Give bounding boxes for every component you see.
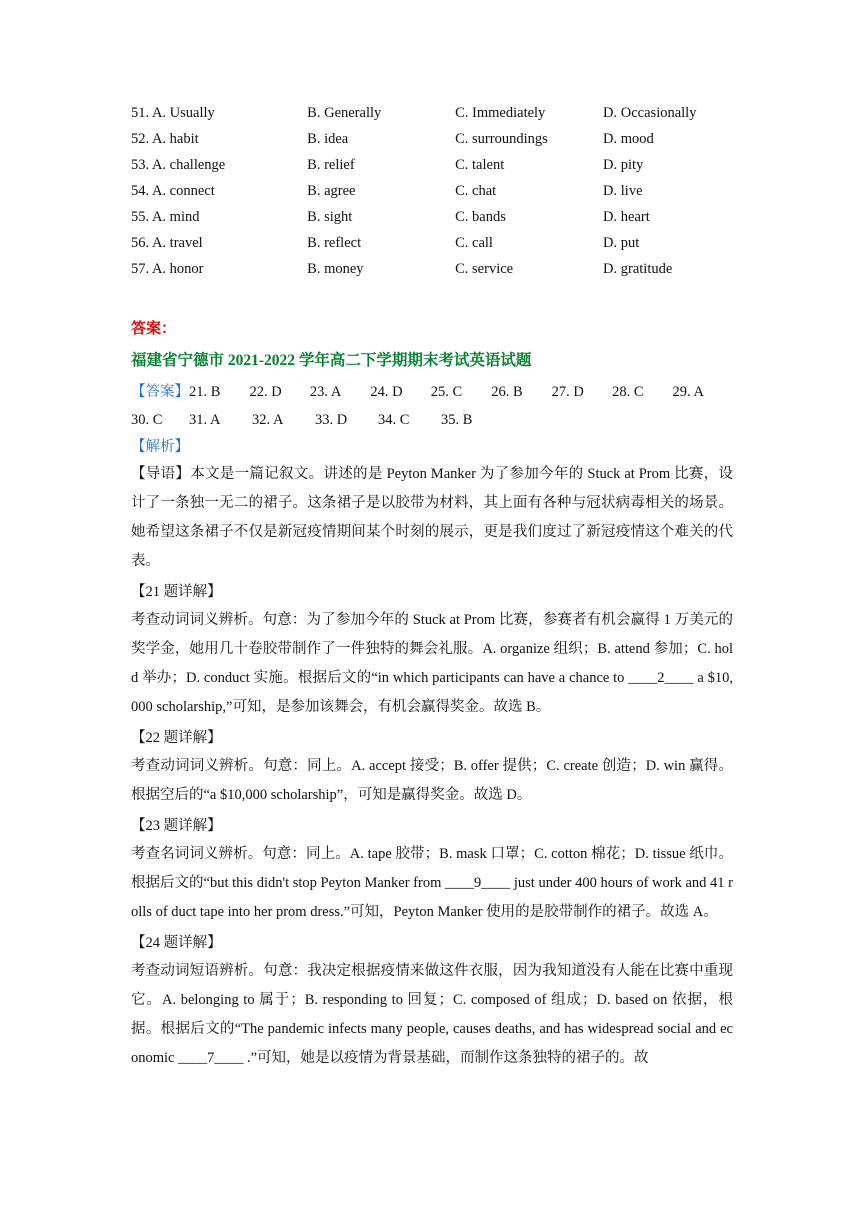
question-explanation: 考查动词短语辨析。句意：我决定根据疫情来做这件衣服，因为我知道没有人能在比赛中重现它。A. belonging to 属于；B. responding to 回复；C. composed of 组成；D. based on 依据，根据。根据后文的“The pandemic infects many people, causes deaths, and has widespread social and economic ____7____ .”可知，她是以疫情为背景基础，而制作这条独特的裙子的。故	[131, 963, 733, 1066]
option-c: C. bands	[455, 209, 506, 225]
option-a: 54. A. connect	[131, 183, 215, 199]
answer-tag: 【答案】	[131, 384, 189, 400]
option-d: D. Occasionally	[603, 105, 697, 121]
option-row	[131, 260, 751, 286]
question-explanation: 考查动词词义辨析。句意：为了参加今年的 Stuck at Prom 比赛，参赛者有机会赢得 1 万美元的奖学金，她用几十卷胶带制作了一件独特的舞会礼服。A. organize 组织；B. attend 参加；C. hold 举办；D. conduct 实施。根据后文的“in which participants can have a chance to ____2____ a $10,000 scholarship,”可知，是参加该舞会，有机会赢得奖金。故选 B。	[131, 612, 733, 715]
option-d: D. live	[603, 183, 643, 199]
answer-item: 21. B	[189, 384, 221, 400]
answer-label: 答案：	[131, 321, 177, 337]
option-d: D. put	[603, 235, 640, 251]
answer-item: 32. A	[252, 412, 284, 428]
option-a: 57. A. honor	[131, 261, 204, 277]
answer-key-row	[131, 378, 733, 406]
analysis-label: 【解析】	[131, 439, 189, 455]
answer-item: 27. D	[551, 384, 584, 400]
answer-item: 33. D	[315, 412, 348, 428]
answer-item: 23. A	[309, 384, 342, 400]
option-row	[131, 234, 751, 260]
option-d: D. mood	[603, 131, 654, 147]
option-d: D. heart	[603, 209, 650, 225]
question-explanation: 考查动词词义辨析。句意：同上。A. accept 接受；B. offer 提供；C. create 创造；D. win 赢得。根据空后的“a $10,000 scholarship”，可知是赢得奖金。故选 D。	[131, 758, 733, 803]
answer-item: 30. C	[131, 412, 163, 428]
option-b: B. reflect	[307, 235, 362, 251]
question-heading: 【22 题详解】	[131, 730, 222, 746]
options-table	[131, 104, 751, 286]
option-b: B. agree	[307, 183, 356, 199]
option-d: D. pity	[603, 157, 644, 173]
option-b: B. idea	[307, 131, 349, 147]
question-heading: 【24 题详解】	[131, 935, 222, 951]
question-heading: 【23 题详解】	[131, 818, 222, 834]
intro-paragraph: 【导语】本文是一篇记叙文。讲述的是 Peyton Manker 为了参加今年的 Stuck at Prom 比赛，设计了一条独一无二的裙子。这条裙子是以胶带为材料，其上面有各种与冠状病毒相关的场景。她希望这条裙子不仅是新冠疫情期间某个时刻的展示，更是我们度过了新冠疫情这个难关的代表。	[131, 466, 733, 569]
option-row	[131, 104, 751, 130]
answer-item: 25. C	[430, 384, 463, 400]
option-a: 52. A. habit	[131, 131, 199, 147]
question-explanation: 考查名词词义辨析。句意：同上。A. tape 胶带；B. mask 口罩；C. cotton 棉花；D. tissue 纸巾。根据后文的“but this didn't stop Peyton Manker from ____9____ just under 400 hours of work and 41 rolls of duct tape into her prom dress.”可知，Peyton Manker 使用的是胶带制作的裙子。故选 A。	[131, 846, 733, 920]
answer-item: 24. D	[370, 384, 403, 400]
answer-item: 26. B	[491, 384, 523, 400]
option-b: B. relief	[307, 157, 355, 173]
option-c: C. Immediately	[455, 105, 546, 121]
option-a: 53. A. challenge	[131, 157, 226, 173]
option-row	[131, 156, 751, 182]
option-c: C. surroundings	[455, 131, 548, 147]
answer-item: 28. C	[612, 384, 644, 400]
answer-item: 31. A	[189, 412, 221, 428]
option-c: C. talent	[455, 157, 505, 173]
answer-key-row	[131, 406, 733, 434]
answer-item: 22. D	[249, 384, 282, 400]
option-row	[131, 208, 751, 234]
option-row	[131, 182, 751, 208]
option-c: C. service	[455, 261, 514, 277]
answer-item: 35. B	[441, 412, 473, 428]
answer-item: 34. C	[378, 412, 410, 428]
option-a: 55. A. mind	[131, 209, 200, 225]
option-a: 51. A. Usually	[131, 105, 215, 121]
option-c: C. call	[455, 235, 493, 251]
option-d: D. gratitude	[603, 261, 673, 277]
option-row	[131, 130, 751, 156]
answer-key	[131, 378, 733, 434]
option-b: B. Generally	[307, 105, 382, 121]
option-b: B. money	[307, 261, 364, 277]
option-a: 56. A. travel	[131, 235, 203, 251]
answer-item: 29. A	[672, 384, 704, 400]
option-b: B. sight	[307, 209, 353, 225]
answer-section	[131, 318, 733, 1073]
document-title: 福建省宁德市 2021-2022 学年高二下学期期末考试英语试题	[131, 352, 532, 369]
question-heading: 【21 题详解】	[131, 584, 222, 600]
option-c: C. chat	[455, 183, 497, 199]
